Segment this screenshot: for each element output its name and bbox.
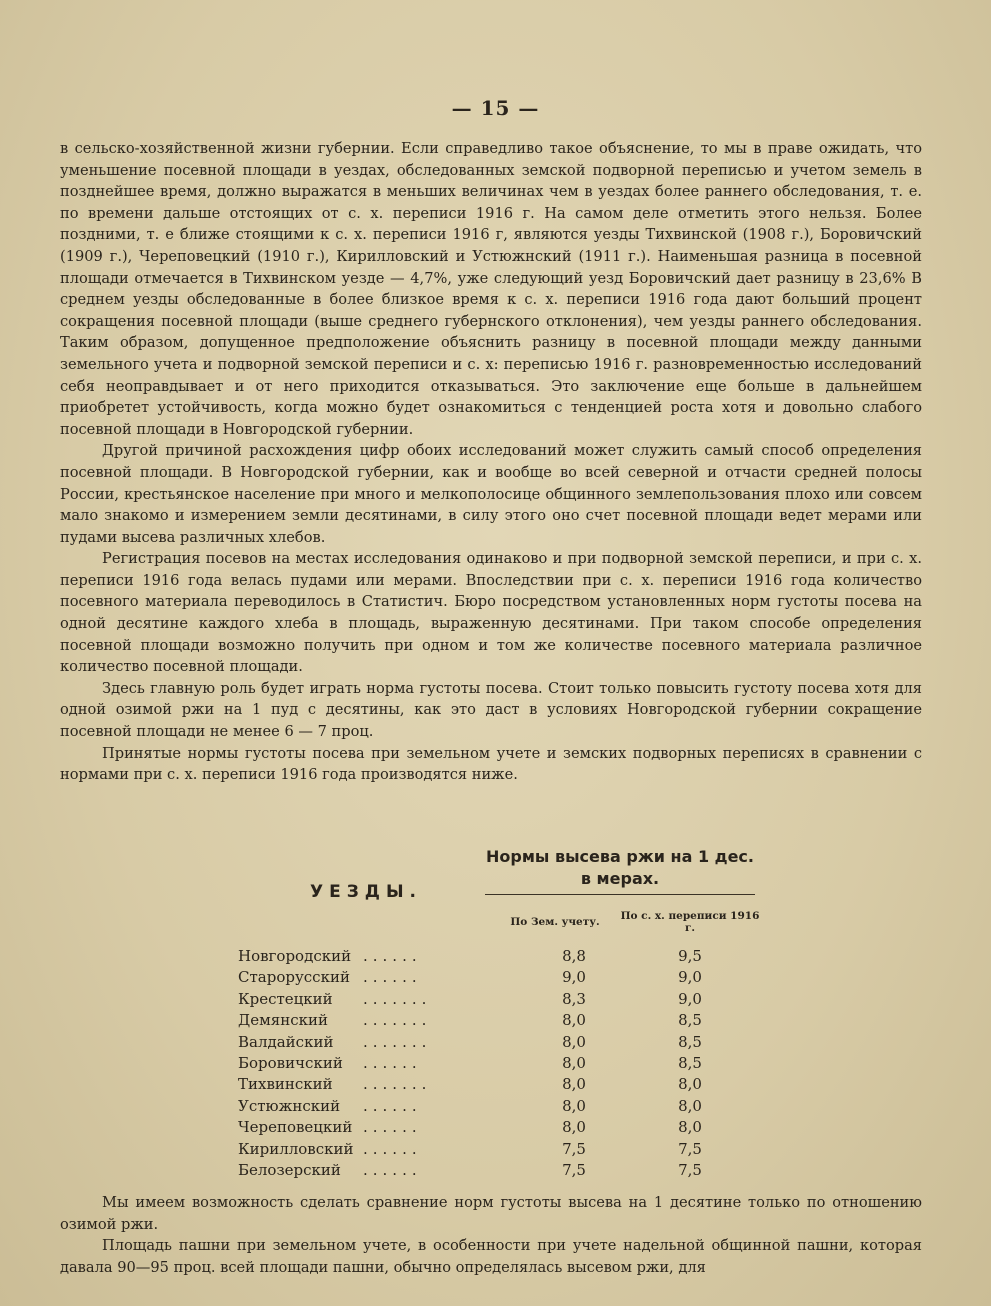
value-perepis-1916: 8,0 (678, 1075, 702, 1094)
value-zem-uchet: 8,0 (562, 1032, 586, 1051)
leader-dots: ....... (363, 1011, 432, 1030)
paragraph: Мы имеем возможность сделать сравнение норм густоты высева на 1 десятине только по отношению озимой ржи. (60, 1194, 922, 1233)
leader-dots: ...... (363, 1160, 422, 1179)
table-row (238, 1096, 758, 1117)
value-perepis-1916: 9,5 (678, 947, 702, 965)
table-row (238, 1117, 758, 1138)
paragraph: Здесь главную роль будет играть норма густоты посева. Стоит только повысить густоту посева хотя для одной озимой ржи на 1 пуд с десятины, как это даст в условиях Новгородской губернии сокращение посевной площади не менее 6 — 7 проц. (60, 679, 922, 741)
leader-dots: ....... (363, 1075, 432, 1094)
table-title: Нормы высева ржи на 1 дес. в мерах. (486, 847, 754, 888)
table-row (238, 1053, 758, 1074)
paragraph: в сельско-хозяйственной жизни губернии. Если справедливо такое объяснение, то мы в праве ожидать, что уменьшение посевной площади в уездах, обследованных земской подворной переписью и учетом земель в позднейшее время, должно выражатся в меньших величинах чем в уездах более раннего обследования, т. е. по времени дальше отстоящих от с. х. переписи 1916 г. На самом деле отметить этого нельзя. Более поздними, т. е ближе стоящими к с. х. переписи 1916 г, являются уезды Тихвинской (1908 г.), Боровичский (1909 г.), Череповецкий (1910 г.), Кирилловский и Устюжнский (1911 г.). Наименьшая разница в посевной площади отмечается в Тихвинском уезде — 4,7%, уже следующий уезд Боровичский дает разницу в 23,6% В среднем уезды обследованные в более близкое время к с. х. переписи 1916 года дают больший процент сокращения посевной площади (выше среднего губернского отклонения), чем уезды раннего обследования. Таким образом, допущенное предположение объяснить разницу в посевной площади между данными земельного учета и подворной земской переписи и с. х: переписью 1916 г. разновременностью исследований себя неоправдывает и от него приходится отказываться. Это заключение еще больше в дальнейшем приобретет устойчивость, когда можно будет ознакомиться с тенденцией роста хотя и довольно слабого посевной площади в Новгородской губернии. (60, 140, 922, 438)
value-zem-uchet: 8,0 (562, 1011, 586, 1030)
body-text-top (60, 138, 922, 786)
value-zem-uchet: 8,8 (562, 947, 586, 965)
body-text-bottom (60, 1192, 922, 1278)
value-zem-uchet: 8,0 (562, 1096, 586, 1115)
leader-dots: ...... (363, 1118, 422, 1137)
uezd-name: Тихвинский (238, 1075, 333, 1094)
value-perepis-1916: 8,5 (678, 1032, 702, 1051)
page-number: — 15 — (451, 96, 540, 120)
paragraph: Регистрация посевов на местах исследования одинаково и при подворной земской переписи, и при с. х. переписи 1916 года велась пудами или мерами. Впоследствии при с. х. переписи 1916 года количество посевного материала переводилось в Статистич. Бюро посредством установленных норм густоты посева на одной десятине каждого хлеба в площадь, выраженную десятинами. При таком способе определения посевной площади возможно получить при одном и том же количестве посевного материала различное количество посевной площади. (60, 550, 922, 676)
table-title-rule (485, 894, 755, 895)
uezd-name: Кирилловский (238, 1139, 354, 1158)
uezd-name: Демянский (238, 1011, 328, 1030)
value-perepis-1916: 8,5 (678, 1053, 702, 1072)
value-zem-uchet: 8,0 (562, 1053, 586, 1072)
paragraph: Принятые нормы густоты посева при земельном учете и земских подворных переписях в сравнении с нормами при с. х. переписи 1916 года производятся ниже. (60, 744, 922, 784)
uezd-name: Белозерский (238, 1160, 341, 1179)
uezd-name: Боровичский (238, 1053, 343, 1072)
paragraph: Площадь пашни при земельном учете, в особенности при учете надельной общинной пашни, которая давала 90—95 проц. всей площади пашни, обычно определялась высевом ржи, для (60, 1237, 922, 1276)
table-body (238, 946, 758, 1181)
table-row (238, 946, 758, 967)
seeding-norms-table (230, 842, 790, 1182)
value-zem-uchet: 7,5 (562, 1139, 586, 1158)
leader-dots: ....... (363, 1032, 432, 1051)
uezd-name: Череповецкий (238, 1118, 353, 1137)
uezd-name: Новгородский (238, 947, 352, 965)
leader-dots: ...... (363, 1096, 422, 1115)
value-zem-uchet: 8,0 (562, 1075, 586, 1094)
paragraph: Другой причиной расхождения цифр обоих исследований может служить самый способ определения посевной площади. В Новгородской губернии, как и вообще во всей северной и отчасти средней полосы России, крестьянское население при много и мелкополосице общинного землепользования плохо или совсем мало знакомо и измерением земли десятинами, в силу этого оно счет посевной площади ведет мерами или пудами высева различных хлебов. (60, 442, 922, 546)
table-row (238, 967, 758, 988)
table-row (238, 1010, 758, 1031)
value-zem-uchet: 8,3 (562, 989, 586, 1008)
value-zem-uchet: 8,0 (562, 1118, 586, 1137)
row-header: УЕЗДЫ. (310, 882, 423, 902)
value-perepis-1916: 8,0 (678, 1096, 702, 1115)
table-row (238, 989, 758, 1010)
table-row (238, 1139, 758, 1160)
leader-dots: ....... (363, 989, 432, 1008)
leader-dots: ...... (363, 947, 422, 965)
leader-dots: ...... (363, 968, 422, 987)
value-perepis-1916: 7,5 (678, 1160, 702, 1179)
value-perepis-1916: 8,0 (678, 1118, 702, 1137)
value-perepis-1916: 9,0 (678, 989, 702, 1008)
column-header-zem-uchet: По Зем. учету. (510, 916, 600, 928)
leader-dots: ...... (363, 1139, 422, 1158)
table-row (238, 1160, 758, 1181)
column-header-perepis-1916: По с. х. переписи 1916 г. (620, 910, 760, 934)
uezd-name: Устюжнский (238, 1096, 341, 1115)
table-row (238, 1074, 758, 1095)
table-row (238, 1032, 758, 1053)
value-zem-uchet: 9,0 (562, 968, 586, 987)
value-zem-uchet: 7,5 (562, 1160, 586, 1179)
uezd-name: Крестецкий (238, 989, 333, 1008)
value-perepis-1916: 7,5 (678, 1139, 702, 1158)
value-perepis-1916: 8,5 (678, 1011, 702, 1030)
leader-dots: ...... (363, 1053, 422, 1072)
uezd-name: Старорусский (238, 968, 350, 987)
value-perepis-1916: 9,0 (678, 968, 702, 987)
uezd-name: Валдайский (238, 1032, 334, 1051)
